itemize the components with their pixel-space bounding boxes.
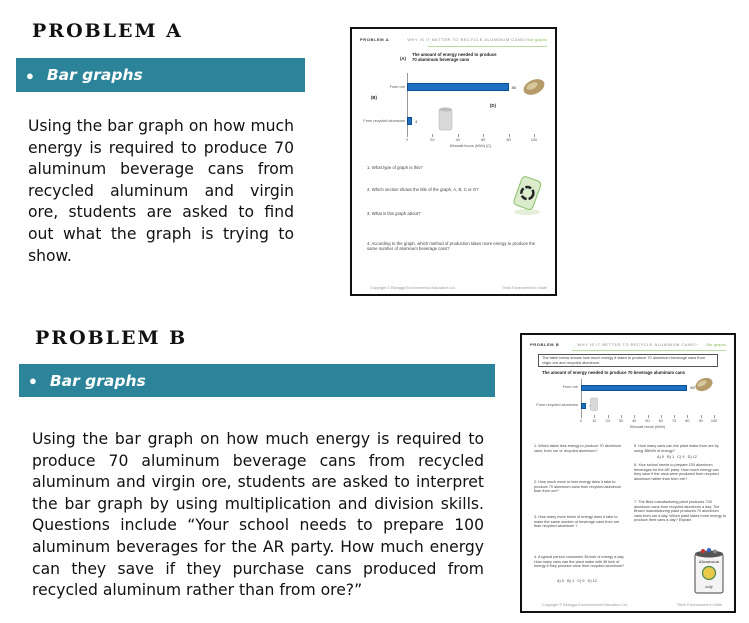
- x-tick-label: 50: [645, 419, 650, 423]
- x-axis-label: Kilowatt-hours (kWh): [629, 425, 666, 429]
- x-tick-mark: [621, 415, 622, 418]
- x-tick-label: 0: [579, 419, 583, 423]
- question-6: 6. Your school needs to prepare 100 aluminum beverages for the AR party. How much energy can they save if the cans were produced from recycled aluminum rather than from ore?: [634, 463, 719, 481]
- x-tick-label: 10: [592, 419, 597, 423]
- x-tick-label: 80: [685, 419, 690, 423]
- header-rule: [572, 350, 726, 351]
- x-tick-mark: [432, 134, 433, 137]
- x-tick-mark: [674, 415, 675, 418]
- x-tick-mark: [701, 415, 702, 418]
- x-tick-label: 40: [632, 419, 637, 423]
- recycling-bin-icon: [692, 547, 726, 595]
- question-5: 5. How many cans can the plant make from ore by using 38kWh of energy?: [634, 444, 719, 453]
- x-tick-mark: [509, 134, 510, 137]
- question-5-options: A) 0 B) 1 C) 9 D) 12: [657, 455, 697, 459]
- question-4: 4. According to the graph, which method of production takes more energy to produce the same number of aluminum beverage cans?: [367, 241, 536, 252]
- x-tick-mark: [661, 415, 662, 418]
- marker-d: (D): [490, 103, 496, 108]
- worksheet-problem-name: PROBLEM A: [360, 36, 390, 42]
- problem-b-title: PROBLEM B: [35, 327, 188, 349]
- worksheet-header: [360, 33, 547, 45]
- bullet-icon: ●: [26, 67, 34, 83]
- recycle-can-icon: [510, 174, 544, 216]
- intro-box: [538, 354, 718, 367]
- x-tick-label: 60: [481, 138, 486, 142]
- worksheet-footer-left: Copyright © Bluegga Environmental Education Ltd.: [370, 286, 456, 290]
- x-tick-mark: [687, 415, 688, 418]
- worksheet-chart-title: The amount of energy needed to produce 70 beverage aluminum cans: [542, 370, 686, 375]
- x-tick-mark: [714, 415, 715, 418]
- x-tick-mark: [458, 134, 459, 137]
- x-tick-label: 80: [506, 138, 511, 142]
- data-label: 4: [415, 118, 418, 124]
- x-tick-label: 70: [671, 419, 677, 423]
- marker-a: (A): [400, 56, 406, 61]
- x-tick-mark: [407, 134, 408, 137]
- problem-a-banner: [16, 58, 305, 92]
- x-tick-label: 60: [658, 419, 663, 423]
- banner-label: Bar graphs: [49, 371, 146, 390]
- data-label: 80: [511, 84, 517, 90]
- x-tick-mark: [608, 415, 609, 418]
- bin-label: Aluminum: [698, 559, 720, 564]
- x-tick-mark: [483, 134, 484, 137]
- x-tick-label: 100: [710, 419, 718, 423]
- x-tick-mark: [594, 415, 595, 418]
- category-label: From recycled aluminum: [536, 403, 578, 408]
- worksheet-topic-tag: Bar graphs: [706, 341, 726, 347]
- ore-rock-icon: [694, 377, 714, 392]
- worksheet-b: [520, 333, 736, 613]
- worksheet-a: [350, 27, 557, 296]
- problem-a-title: PROBLEM A: [32, 20, 183, 42]
- question-7: 7. The Blue manufacturing plant produces 700 aluminum cans from recycled aluminum a day. The Brown manufacturing plant produces 70 aluminum cans from ore a day. Which plant takes more energy to produce their cans a day? Explain.: [634, 500, 726, 523]
- x-tick-label: 90: [698, 419, 703, 423]
- x-tick-mark: [581, 415, 582, 418]
- worksheet-topic-tag: Bar graphs: [527, 36, 547, 42]
- worksheet-problem-title: WHY IS IT BETTER TO RECYCLE ALUMINUM CANS?: [407, 36, 528, 42]
- x-tick-mark: [534, 134, 535, 137]
- question-1: 1. Which takes less energy to produce 70 aluminum cans, from ore or recycled aluminum?: [534, 444, 622, 453]
- worksheet-footer-right: Think Environment in Math: [676, 603, 722, 607]
- bin-bottom-label: only: [705, 585, 713, 589]
- question-1: 1. What type of graph is this?: [367, 165, 423, 170]
- question-3: 3. What is this graph about?: [367, 211, 421, 216]
- data-label: 80: [690, 385, 695, 391]
- header-rule: [428, 46, 547, 47]
- problem-b-description: Using the bar graph on how much energy is required to produce 70 aluminum beverage cans from recycled aluminum and virgin ore, students are asked to interpret the bar graph by using multiplication and division skills. Questions include “Your school needs to prepare 100 aluminum beverages for the AR party. How much energy can they save if they purchase cans produced from recycled aluminum rather than from ore?”: [32, 430, 484, 600]
- ore-rock-icon: [522, 78, 546, 96]
- problem-a-description: Using the bar graph on how much energy is required to produce 70 aluminum beverage cans from recycled aluminum and virgin ore, students are asked to find out what the graph is trying to show.: [28, 117, 294, 265]
- question-4: 4. A typical person consumes 38 kwh of energy a day. How many cans can the plant make with 38 kwh of energy if they produce cans from recycled aluminum?: [534, 555, 625, 569]
- worksheet-problem-name: PROBLEM B: [530, 341, 560, 347]
- intro-text: The table below shows how much energy it takes to produce 70 aluminum beverage cans from virgin ore and recycled aluminum.: [542, 355, 706, 365]
- x-tick-label: 20: [605, 419, 610, 423]
- bar-recycled: [407, 117, 412, 125]
- problem-b-banner: [19, 364, 495, 397]
- worksheet-footer-left: Copyright © Bluegga Environmental Education Ltd.: [542, 603, 628, 607]
- category-label: From recycled aluminum: [363, 118, 405, 123]
- x-tick-label: 40: [455, 138, 460, 142]
- x-tick-mark: [634, 415, 635, 418]
- worksheet-chart-title: The amount of energy needed to produce 70 aluminum beverage cans: [412, 52, 497, 63]
- question-2: 2. Which section shows the title of the graph, A, B, C or D?: [367, 187, 479, 192]
- worksheet-problem-title: WHY IS IT BETTER TO RECYCLE ALUMINUM CANS?: [577, 341, 698, 347]
- category-label: From ore: [562, 385, 578, 390]
- x-tick-label: 20: [430, 138, 435, 142]
- marker-b: (B): [371, 95, 377, 100]
- bullet-icon: ●: [29, 373, 37, 388]
- x-axis-label: Kilowatt-hours (kWh) (C): [449, 144, 492, 148]
- question-2: 2. How much more or less energy does it take to produce 70 aluminum cans from recycled aluminum than from ore?: [534, 480, 621, 494]
- aluminum-can-icon: [438, 107, 453, 131]
- bar-ore: [581, 385, 687, 391]
- x-tick-label: 0: [405, 138, 409, 142]
- bar-ore: [407, 83, 509, 91]
- banner-label: Bar graphs: [46, 66, 143, 84]
- bar-recycled: [581, 403, 586, 409]
- category-label: From ore: [389, 84, 405, 89]
- x-tick-label: 100: [530, 138, 538, 142]
- aluminum-can-icon: [590, 397, 598, 411]
- question-4-options: A) 0 B) 1 C) 9 D) 12: [557, 579, 597, 583]
- x-tick-label: 30: [618, 419, 624, 423]
- worksheet-footer-right: Think Environment in Math: [501, 286, 547, 290]
- question-3: 3. How many more times of energy does it take to make the same number of beverage cans from ore than recycled aluminum ?: [534, 515, 620, 529]
- worksheet-header: [530, 338, 726, 350]
- x-tick-mark: [648, 415, 649, 418]
